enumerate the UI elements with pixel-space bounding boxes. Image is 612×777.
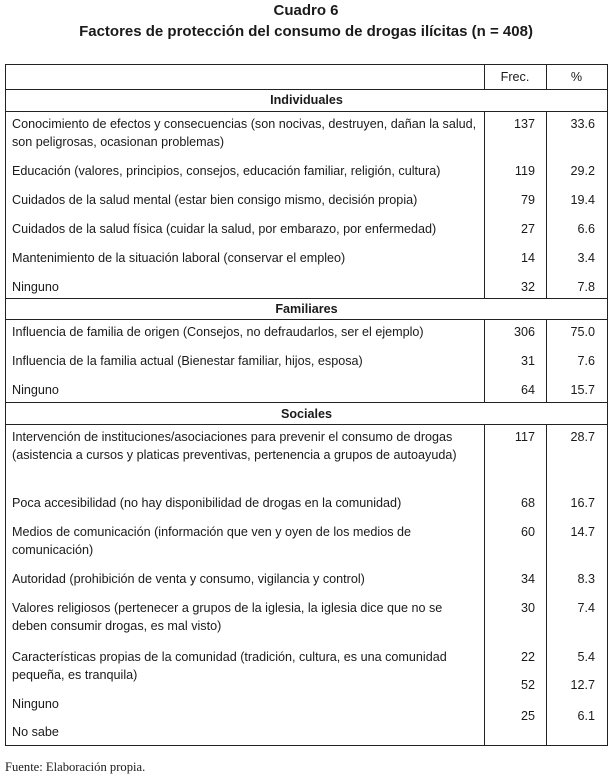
row-frec: 14 [520, 251, 535, 265]
row-pct: 7.8 [577, 280, 595, 294]
row-frec: 60 [520, 525, 535, 539]
row-frec: 79 [520, 193, 535, 207]
row-pct: 8.3 [577, 572, 595, 586]
row-label: Cuidados de la salud mental (estar bien consigo mismo, decisión propia) [12, 193, 418, 207]
row-frec: 306 [513, 325, 535, 339]
row-label: Características propias de la comunidad (tradición, cultura, es una comunidad pequeña, es tranquila) [12, 650, 447, 682]
section-header: Sociales [280, 407, 333, 421]
row-frec: 68 [520, 496, 535, 510]
row-label: Ninguno [12, 383, 59, 397]
row-frec: 119 [514, 164, 535, 178]
row-frec: 32 [520, 280, 535, 294]
row-pct: 29.2 [570, 164, 595, 178]
row-pct: 28.7 [570, 430, 595, 444]
row-label: Valores religiosos (pertenecer a grupos de la iglesia, la iglesia dice que no se deben consumir drogas, es mal visto) [12, 601, 443, 633]
section-rule [6, 424, 607, 425]
row-pct: 14.7 [570, 525, 595, 539]
row-pct: 75.0 [570, 325, 595, 339]
row-label: Poca accesibilidad (no hay disponibilidad de drogas en la comunidad) [12, 496, 402, 510]
row-frec: 34 [520, 572, 535, 586]
section-rule [6, 319, 607, 320]
table-title: Factores de protección del consumo de drogas ilícitas (n = 408) [79, 23, 533, 40]
row-label: Mantenimiento de la situación laboral (conservar el empleo) [12, 251, 346, 265]
row-label: Educación (valores, principios, consejos, educación familiar, religión, cultura) [12, 164, 441, 178]
row-label: Medios de comunicación (información que ven y oyen de los medios de comunicación) [12, 525, 412, 557]
section-header: Familiares [275, 302, 338, 316]
row-pct: 7.4 [577, 601, 595, 615]
row-label: No sabe [12, 725, 59, 739]
row-label: Ninguno [12, 697, 59, 711]
section-header: Individuales [270, 93, 343, 107]
row-label: Cuidados de la salud física (cuidar la salud, por embarazo, por enfermedad) [12, 222, 437, 236]
column-header-pct: % [570, 70, 583, 84]
row-pct: 6.6 [577, 222, 595, 236]
row-pct: 5.4 [577, 650, 595, 664]
row-frec: 25 [520, 709, 535, 723]
section-rule [6, 298, 607, 299]
header-rule [6, 89, 607, 90]
row-frec: 27 [520, 222, 535, 236]
row-frec: 22 [520, 650, 535, 664]
row-frec: 137 [513, 117, 535, 131]
source-note: Fuente: Elaboración propia. [5, 760, 146, 774]
row-label: Influencia de la familia actual (Bienestar familiar, hijos, esposa) [12, 354, 363, 368]
row-pct: 3.4 [577, 251, 595, 265]
row-pct: 15.7 [570, 383, 595, 397]
row-pct: 33.6 [570, 117, 595, 131]
row-label: Conocimiento de efectos y consecuencias (son nocivas, destruyen, dañan la salud, son peligrosas, ocasionan problemas) [12, 117, 477, 149]
row-pct: 6.1 [577, 709, 595, 723]
row-label: Intervención de instituciones/asociaciones para prevenir el consumo de drogas (asistencia a cursos y platicas preventivas, pertenencia a grupos de autoayuda) [12, 430, 457, 462]
data-table [5, 64, 608, 746]
row-label: Influencia de familia de origen (Consejos, no defraudarlos, ser el ejemplo) [12, 325, 424, 339]
row-pct: 7.6 [577, 354, 595, 368]
table-number: Cuadro 6 [273, 2, 339, 19]
section-rule [6, 402, 607, 403]
row-pct: 12.7 [570, 678, 595, 692]
row-pct: 19.4 [570, 193, 595, 207]
row-frec: 30 [520, 601, 535, 615]
row-label: Autoridad (prohibición de venta y consumo, vigilancia y control) [12, 572, 365, 586]
row-frec: 64 [520, 383, 535, 397]
row-pct: 16.7 [570, 496, 595, 510]
row-frec: 117 [514, 430, 535, 444]
column-header-frec: Frec. [500, 70, 530, 84]
section-rule [6, 111, 607, 112]
row-frec: 52 [520, 678, 535, 692]
row-frec: 31 [520, 354, 535, 368]
row-label: Ninguno [12, 280, 59, 294]
